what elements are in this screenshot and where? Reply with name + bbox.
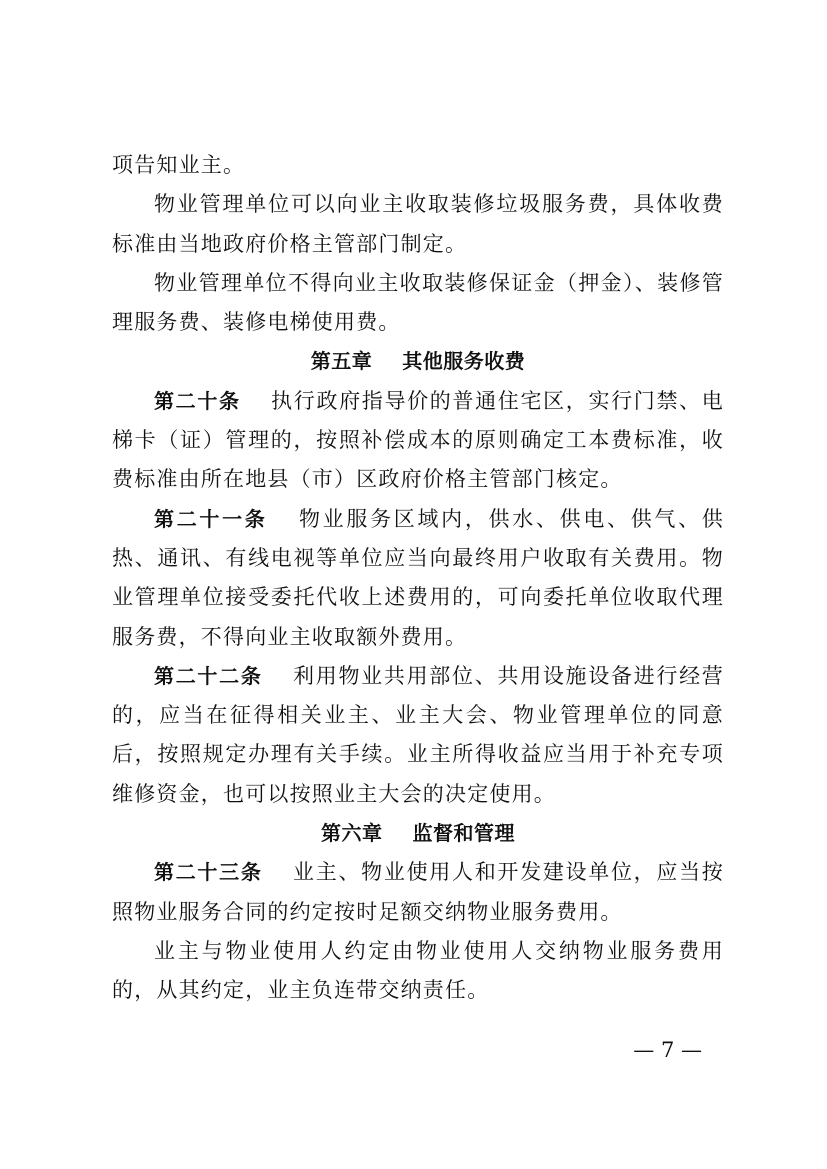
paragraph-continuation <box>112 146 724 185</box>
article-21 <box>112 500 724 657</box>
paragraph-text: 业主与物业使用人约定由物业使用人交纳物业服务费用的，从其约定，业主负连带交纳责任。 <box>112 938 724 1003</box>
article-number: 第二十二条 <box>154 663 263 688</box>
chapter-title: 其他服务收费 <box>402 349 526 374</box>
paragraph-text: 物业管理单位不得向业主收取装修保证金（押金）、装修管理服务费、装修电梯使用费。 <box>112 270 724 335</box>
article-text: 利用物业共用部位、共用设施设备进行经营的，应当在征得相关业主、业主大会、物业管理单位的同意后，按照规定办理有关手续。业主所得收益应当用于补充专项维修资金，也可以按照业主大会的决定使用。 <box>112 663 724 806</box>
chapter-number: 第五章 <box>310 349 373 374</box>
paragraph-joint-liability <box>112 932 724 1011</box>
article-text: 业主、物业使用人和开发建设单位，应当按照物业服务合同的约定按时足额交纳物业服务费用。 <box>112 860 724 924</box>
paragraph-deposit-prohibition <box>112 264 724 343</box>
paragraph-decoration-fee <box>112 185 724 264</box>
chapter-heading-6 <box>112 814 724 853</box>
page-number: — 7 — <box>633 1038 702 1062</box>
article-text: 物业服务区域内，供水、供电、供气、供热、通讯、有线电视等单位应当向最终用户收取有关费用。物业管理单位接受委托代收上述费用的，可向委托单位收取代理服务费，不得向业主收取额外费用。 <box>112 506 724 649</box>
article-number: 第二十条 <box>154 388 241 413</box>
article-20 <box>112 382 724 500</box>
chapter-title: 监督和管理 <box>412 821 515 846</box>
article-number: 第二十三条 <box>154 860 263 885</box>
article-23 <box>112 853 724 932</box>
article-number: 第二十一条 <box>154 506 268 531</box>
article-text: 执行政府指导价的普通住宅区，实行门禁、电梯卡（证）管理的，按照补偿成本的原则确定工本费标准，收费标准由所在地县（市）区政府价格主管部门核定。 <box>112 388 724 492</box>
article-22 <box>112 657 724 814</box>
paragraph-text: 物业管理单位可以向业主收取装修垃圾服务费，具体收费标准由当地政府价格主管部门制定。 <box>112 192 724 256</box>
document-body <box>112 146 724 1011</box>
chapter-number: 第六章 <box>321 821 383 846</box>
chapter-heading-5 <box>112 342 724 381</box>
paragraph-text: 项告知业主。 <box>112 153 246 177</box>
